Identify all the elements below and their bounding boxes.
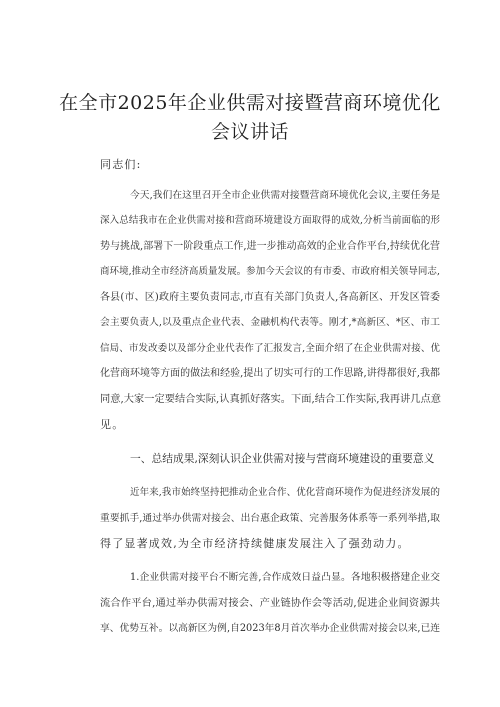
paragraph-1-line: 会主要负责人,以及重点企业代表、金融机构代表等。刚才,*高新区、*区、市工 <box>100 317 440 328</box>
salutation: 同志们: <box>100 158 142 171</box>
document-title-line-2: 会议讲话 <box>210 121 289 143</box>
paragraph-1-line: 同意,大家一定要结合实际,认真抓好落实。下面,结合工作实际,我再讲几点意 <box>100 393 442 405</box>
paragraph-1-line: 势与挑战,部署下一阶段重点工作,进一步推动高效的企业合作平台,持续优化营 <box>100 241 440 252</box>
paragraph-2-line: 近年来,我市始终坚持把推动企业合作、优化营商环境作为促进经济发展的 <box>130 487 440 498</box>
paragraph-1-line: 见。 <box>100 418 125 431</box>
section-heading-1: 一、总结成果,深刻认识企业供需对接与营商环境建设的重要意义 <box>130 452 435 465</box>
paragraph-3-line: 流合作平台,通过举办供需对接会、产业链协作会等活动,促进企业间资源共 <box>100 597 440 609</box>
paragraph-1-line: 今天,我们在这里召开全市企业供需对接暨营商环境优化会议,主要任务是 <box>130 190 440 201</box>
paragraph-1-line: 深入总结我市在企业供需对接和营商环境建设方面取得的成效,分析当前面临的形 <box>100 215 440 226</box>
paragraph-3-line: 1.企业供需对接平台不断完善,合作成效日益凸显。各地积极搭建企业交 <box>130 572 440 583</box>
document-title-line-1: 在全市2025年企业供需对接暨营商环境优化 <box>59 92 441 114</box>
paragraph-1-line: 信局、市发改委以及部分企业代表作了汇报发言,全面介绍了在企业供需对接、优 <box>100 343 440 354</box>
paragraph-2-line: 得了显著成效,为全市经济持续健康发展注入了强劲动力。 <box>100 537 410 550</box>
paragraph-1-line: 化营商环境等方面的做法和经验,提出了切实可行的工作思路,讲得都很好,我都 <box>100 368 440 379</box>
paragraph-3-line: 享、优势互补。以高新区为例,自2023年8月首次举办企业供需对接会以来,已连 <box>100 623 440 634</box>
paragraph-1-line: 各县(市、区)政府主要负责同志,市直有关部门负责人,各高新区、开发区管委 <box>100 292 440 303</box>
paragraph-2-line: 重要抓手,通过举办供需对接会、出台惠企政策、完善服务体系等一系列举措,取 <box>100 513 440 524</box>
paragraph-1-line: 商环境,推动全市经济高质量发展。参加今天会议的有市委、市政府相关领导同志, <box>100 266 440 277</box>
